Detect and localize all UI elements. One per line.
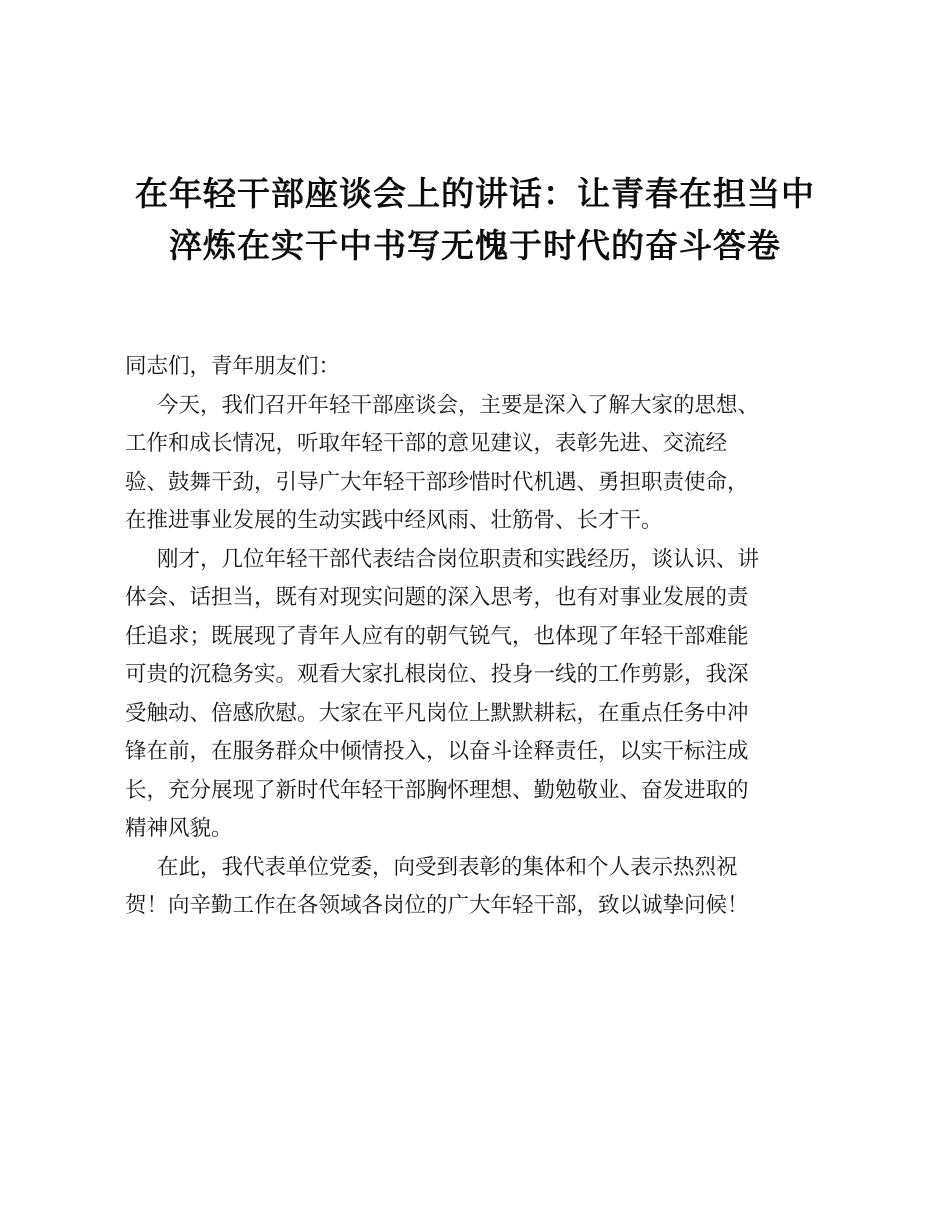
document-body [125,348,835,926]
paragraph-line: 任追求；既展现了青年人应有的朝气锐气，也体现了年轻干部难能 [125,623,749,649]
paragraph-line: 在推进事业发展的生动实践中经风雨、壮筋骨、长才干。 [125,508,663,533]
paragraph-line: 工作和成长情况，听取年轻干部的意见建议，表彰先进、交流经 [125,431,728,456]
paragraph-line: 体会、话担当，既有对现实问题的深入思考，也有对事业发展的责 [125,585,749,610]
paragraph-line: 锋在前，在服务群众中倾情投入，以奋斗诠释责任，以实干标注成 [125,739,749,764]
paragraph-line: 长，充分展现了新时代年轻干部胸怀理想、勤勉敬业、奋发进取的 [125,777,749,803]
paragraph-line: 刚才，几位年轻干部代表结合岗位职责和实践经历，谈认识、讲 [157,546,760,572]
paragraph-line: 验、鼓舞干劲，引导广大年轻干部珍惜时代机遇、勇担职责使命， [125,469,749,495]
salutation-text: 同志们，青年朋友们： [125,354,341,379]
paragraph-line: 受触动、倍感欣慰。大家在平凡岗位上默默耕耘，在重点任务中冲 [125,700,749,726]
paragraph-line: 今天，我们召开年轻干部座谈会，主要是深入了解大家的思想、 [157,392,760,418]
title-line-2: 淬炼在实干中书写无愧于时代的奋斗答卷 [169,226,781,265]
paragraph-line: 精神风貌。 [125,816,233,841]
paragraph-1 [125,387,835,541]
paragraph-line: 可贵的沉稳务实。观看大家扎根岗位、投身一线的工作剪影，我深 [125,662,749,687]
paragraph-line: 在此，我代表单位党委，向受到表彰的集体和个人表示热烈祝 [157,854,738,880]
paragraph-2 [125,541,835,849]
paragraph-line: 贺！向辛勤工作在各领域各岗位的广大年轻干部，致以诚挚问候！ [125,893,749,918]
document-title [100,168,850,272]
title-line-1: 在年轻干部座谈会上的讲话：让青春在担当中 [135,174,815,213]
salutation [125,348,835,387]
paragraph-3 [125,849,835,926]
